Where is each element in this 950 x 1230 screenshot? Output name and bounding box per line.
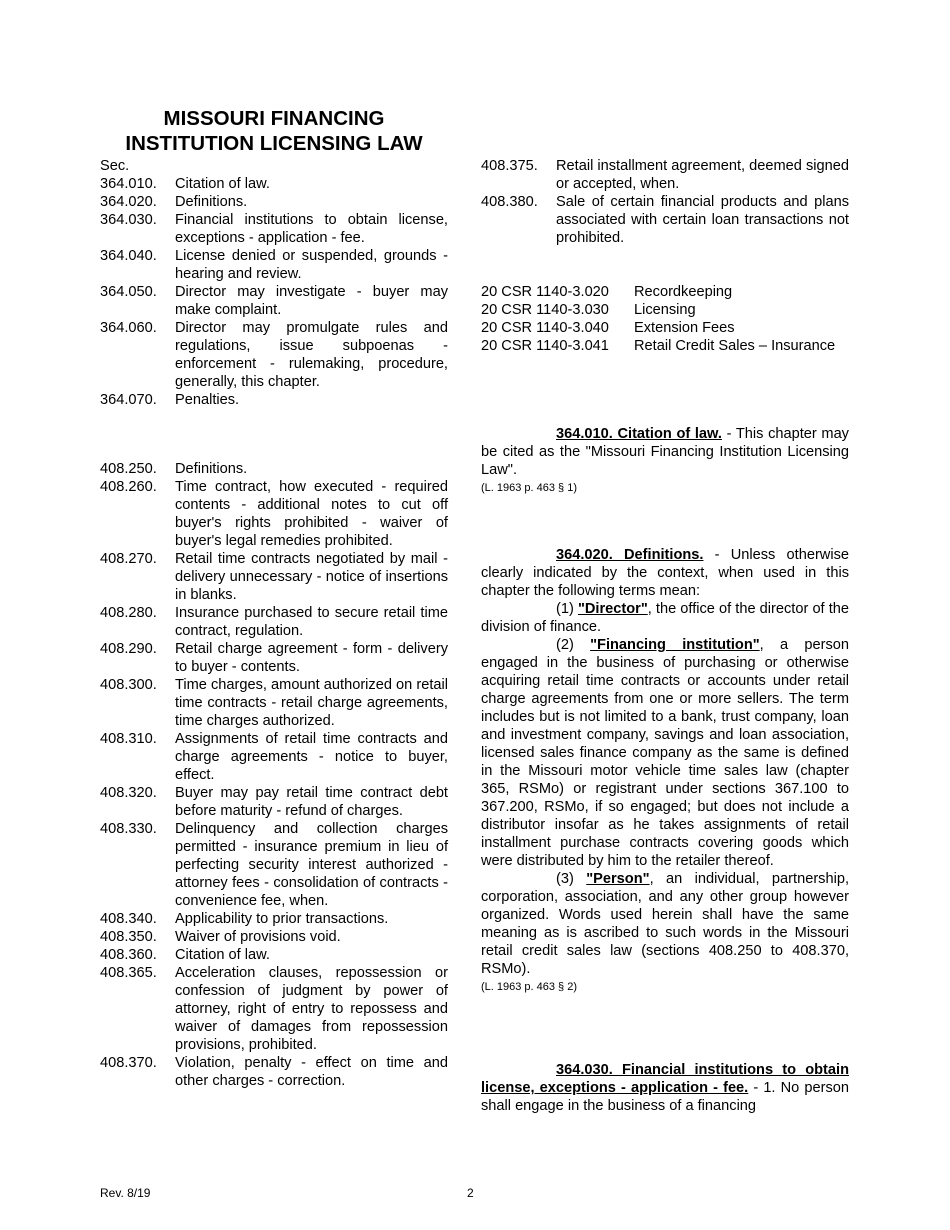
csr-rule	[481, 337, 849, 355]
toc-entry-number: 408.370.	[100, 1055, 157, 1071]
definition-text: , an individual, partnership, corporation, association, and any other group however organized. Words used herein shall have the same meaning as is ascribed to such words in the Missouri retail credit sales law (sections 408.250 to 408.370, RSMo).	[481, 871, 850, 977]
toc-entry-title: Time contract, how executed - required contents - additional notes to cut off buyer's rights prohibited - waiver of buyer's legal remedies prohibited.	[175, 479, 448, 549]
definition-text: , the office of the director of the division of finance.	[481, 601, 849, 635]
toc-entry-number: 408.330.	[100, 821, 157, 837]
toc-entry-title: Assignments of retail time contracts and charge agreements - notice to buyer, effect.	[175, 731, 448, 783]
toc-entry	[100, 946, 448, 964]
toc-entry-number: 364.040.	[100, 248, 157, 264]
toc-entry-number: 364.030.	[100, 212, 157, 228]
csr-rule	[481, 301, 849, 319]
toc-entry-number: 408.310.	[100, 731, 157, 747]
footer-revision: Rev. 8/19	[100, 1186, 151, 1200]
toc-entry-number: 408.260.	[100, 479, 157, 495]
toc-entry-title: Acceleration clauses, repossession or confession of judgment by power of attorney, right of entry to repossess and waiver of damages from repossession provisions, prohibited.	[175, 965, 448, 1053]
toc-entry	[100, 550, 448, 604]
definition-financing-institution	[481, 636, 849, 870]
section-body: - This chapter may be cited as the "Missouri Financing Institution Licensing Law".	[481, 426, 849, 478]
csr-rule-title: Recordkeeping	[634, 284, 733, 300]
section-364-030	[481, 1061, 849, 1115]
toc-entry-title: Director may promulgate rules and regulations, issue subpoenas - enforcement - rulemaking, procedure, generally, this chapter.	[175, 320, 448, 390]
toc-entry-title: Time charges, amount authorized on retail time contracts - retail charge agreements, time charges authorized.	[175, 677, 448, 729]
definition-number: (1)	[556, 601, 578, 617]
section-364-010	[481, 425, 849, 497]
title-line-1: MISSOURI FINANCING	[163, 107, 385, 130]
toc-entry-title: Penalties.	[175, 392, 240, 408]
section-history: (L. 1963 p. 463 § 1)	[481, 482, 578, 494]
toc-entry	[100, 460, 448, 478]
toc-entry-title: Applicability to prior transactions.	[175, 911, 389, 927]
toc-entry-number: 364.010.	[100, 176, 157, 192]
section-heading: 364.010. Citation of law.	[556, 426, 722, 442]
definition-director	[481, 600, 849, 636]
toc-entry	[100, 910, 448, 928]
toc-entry	[100, 319, 448, 391]
toc-entry	[100, 730, 448, 784]
csr-rule-code: 20 CSR 1140-3.020	[481, 284, 609, 300]
toc-entry-title: License denied or suspended, grounds - hearing and review.	[175, 248, 448, 282]
definition-number: (2)	[556, 637, 591, 653]
toc-entry	[100, 784, 448, 820]
toc-entry-number: 408.365.	[100, 965, 157, 981]
toc-entry-number: 364.050.	[100, 284, 157, 300]
toc-entry-number: 408.250.	[100, 461, 157, 477]
toc-entry-number: 408.360.	[100, 947, 157, 963]
toc-entry	[100, 1054, 448, 1090]
toc-entry-title: Definitions.	[175, 194, 248, 210]
toc-entry	[100, 640, 448, 676]
toc-entry-number: 408.320.	[100, 785, 157, 801]
toc-entry-title: Delinquency and collection charges permitted - insurance premium in lieu of perfecting security interest authorized - attorney fees - consolidation of contracts - convenience fee, when.	[175, 821, 448, 909]
toc-entry-title: Sale of certain financial products and plans associated with certain loan transactions not prohibited.	[556, 194, 849, 246]
definition-person	[481, 870, 849, 978]
toc-entry	[481, 193, 849, 247]
toc-entry-number: 408.290.	[100, 641, 157, 657]
toc-entry	[100, 283, 448, 319]
toc-entry	[100, 820, 448, 910]
toc-entry-title: Violation, penalty - effect on time and other charges - correction.	[175, 1055, 448, 1089]
definition-text: , a person engaged in the business of purchasing or otherwise acquiring retail time contracts or accounts under retail charge agreements from one or more sellers. The term includes but is not limited to a bank, trust company, loan and investment company, savings and loan association, licensed sales finance company as the same is defined in the Missouri motor vehicle time sales law (chapter 365, RSMo) or registrant under sections 367.100 to 367.200, RSMo, if so engaged; but does not include a distributor insofar as he takes assignments of retail installment purchase contracts covering goods which were distributed by him to the retailer thereof.	[481, 637, 849, 869]
toc-entry	[100, 604, 448, 640]
toc-entry-title: Retail charge agreement - form - delivery to buyer - contents.	[175, 641, 448, 675]
csr-rule-code: 20 CSR 1140-3.040	[481, 320, 609, 336]
toc-entry	[100, 676, 448, 730]
csr-rule	[481, 283, 849, 301]
toc-entry-number: 364.060.	[100, 320, 157, 336]
toc-entry-title: Director may investigate - buyer may make complaint.	[175, 284, 448, 318]
toc-list-right	[481, 157, 849, 247]
toc-entry	[100, 247, 448, 283]
toc-entry-title: Waiver of provisions void.	[175, 929, 341, 945]
toc-entry-number: 408.375.	[481, 158, 538, 174]
toc-entry-number: 408.340.	[100, 911, 157, 927]
csr-rule-code: 20 CSR 1140-3.041	[481, 338, 609, 354]
toc-entry-number: 364.070.	[100, 392, 157, 408]
csr-rule-list	[481, 283, 849, 355]
toc-entry-title: Buyer may pay retail time contract debt before maturity - refund of charges.	[175, 785, 448, 819]
toc-entry-number: 408.300.	[100, 677, 157, 693]
toc-entry	[100, 175, 448, 193]
definition-term: "Director"	[577, 601, 648, 617]
toc-entry-title: Definitions.	[175, 461, 248, 477]
toc-entry-title: Citation of law.	[175, 176, 270, 192]
csr-rule-code: 20 CSR 1140-3.030	[481, 302, 609, 318]
definition-number: (3)	[556, 871, 587, 887]
toc-entry-title: Retail installment agreement, deemed signed or accepted, when.	[556, 158, 849, 192]
csr-rule	[481, 319, 849, 337]
section-heading: 364.020. Definitions.	[556, 547, 704, 563]
csr-rule-title: Licensing	[634, 302, 696, 318]
csr-rule-title: Extension Fees	[634, 320, 735, 336]
title-line-2: INSTITUTION LICENSING LAW	[125, 132, 423, 155]
section-history: (L. 1963 p. 463 § 2)	[481, 981, 578, 993]
toc-entry-title: Citation of law.	[175, 947, 270, 963]
section-body: - 1. No person shall engage in the business of a financing	[481, 1080, 849, 1114]
toc-entry-number: 408.280.	[100, 605, 157, 621]
section-heading: 364.030. Financial institutions to obtain license, exceptions - application - fee.	[481, 1062, 849, 1096]
toc-entry-number: 408.270.	[100, 551, 157, 567]
section-364-020	[481, 546, 849, 996]
definition-term: "Financing institution"	[590, 637, 760, 653]
toc-entry	[100, 964, 448, 1054]
toc-entry-title: Financial institutions to obtain license, exceptions - application - fee.	[175, 212, 448, 246]
sec-label: Sec.	[100, 158, 130, 174]
page-title	[100, 106, 448, 156]
toc-entry	[100, 928, 448, 946]
toc-list-364	[100, 175, 448, 409]
toc-entry-title: Insurance purchased to secure retail time contract, regulation.	[175, 605, 448, 639]
toc-entry-number: 364.020.	[100, 194, 157, 210]
section-intro: - Unless otherwise clearly indicated by the context, when used in this chapter the following terms mean:	[481, 547, 849, 599]
toc-entry	[481, 157, 849, 193]
footer-page-number: 2	[467, 1186, 474, 1200]
toc-entry	[100, 193, 448, 211]
definition-term: "Person"	[586, 871, 650, 887]
toc-entry	[100, 478, 448, 550]
toc-entry	[100, 211, 448, 247]
toc-entry-number: 408.380.	[481, 194, 538, 210]
toc-entry-title: Retail time contracts negotiated by mail - delivery unnecessary - notice of insertions in blanks.	[175, 551, 448, 603]
csr-rule-title: Retail Credit Sales – Insurance	[634, 338, 836, 354]
toc-entry	[100, 391, 448, 409]
toc-entry-number: 408.350.	[100, 929, 157, 945]
toc-list-408	[100, 460, 448, 1090]
